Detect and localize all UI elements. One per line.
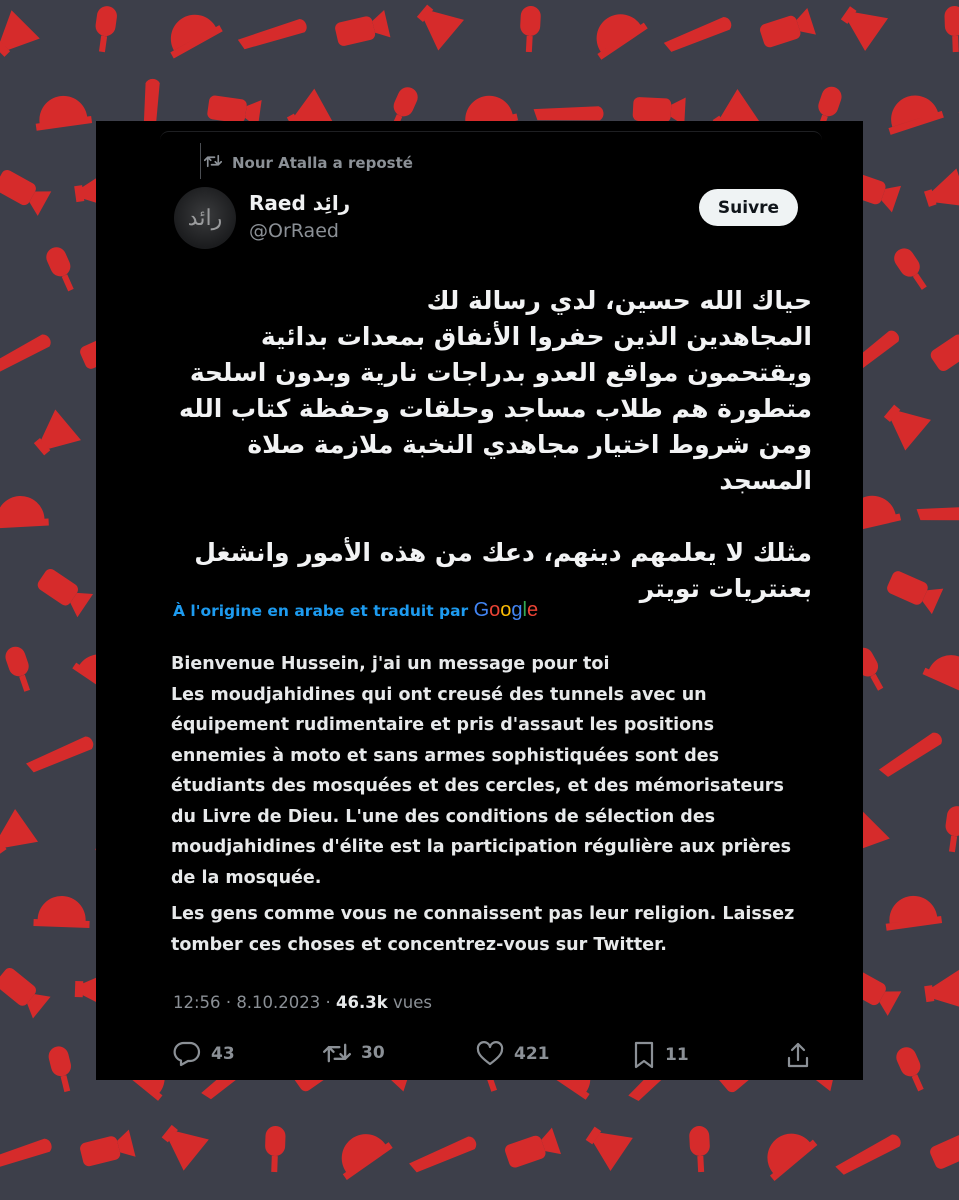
pattern-icon bbox=[944, 6, 959, 53]
pattern-icon bbox=[0, 964, 51, 1018]
reply-count: 43 bbox=[211, 1044, 235, 1064]
google-logo: Google bbox=[473, 599, 539, 621]
pattern-icon bbox=[34, 565, 93, 617]
translation-paragraph-2: Les gens comme vous ne connaissent pas leur religion. Laissez tomber ces choses et concentrez-vous sur Twitter. bbox=[171, 904, 795, 955]
meta-separator: · bbox=[325, 993, 331, 1012]
pattern-icon bbox=[78, 1130, 135, 1170]
share-icon bbox=[786, 1041, 810, 1069]
tweet-text-arabic bbox=[172, 283, 812, 607]
reply-icon bbox=[173, 1041, 201, 1067]
author-name[interactable]: Raed رائِد bbox=[249, 191, 351, 215]
tweet-date[interactable]: 8.10.2023 bbox=[236, 993, 321, 1012]
pattern-icon bbox=[893, 1044, 930, 1094]
arabic-paragraph-2: مثلك لا يعلمهم دينهم، دعك من هذه الأمور وانشغل بعنتريات تويتر bbox=[194, 538, 812, 603]
avatar[interactable] bbox=[174, 187, 236, 249]
pattern-icon bbox=[26, 410, 81, 465]
pattern-icon bbox=[755, 1121, 818, 1181]
tweet-text-translation bbox=[171, 649, 811, 960]
translation-link[interactable] bbox=[173, 599, 538, 622]
pattern-icon bbox=[235, 0, 309, 69]
retweet-button[interactable] bbox=[323, 1041, 385, 1065]
pattern-icon bbox=[0, 323, 52, 385]
heart-icon bbox=[476, 1041, 504, 1067]
pattern-icon bbox=[32, 92, 92, 130]
repost-indicator[interactable] bbox=[204, 149, 413, 177]
avatar-calligraphy: رائد bbox=[187, 205, 223, 231]
pattern-icon bbox=[3, 644, 37, 694]
pattern-icon bbox=[24, 721, 95, 787]
pattern-icon bbox=[700, 1196, 777, 1200]
tweet-card bbox=[96, 121, 863, 1080]
pattern-icon bbox=[92, 5, 118, 53]
pattern-icon bbox=[0, 495, 49, 529]
pattern-icon bbox=[878, 726, 943, 784]
tweet-meta bbox=[173, 993, 432, 1012]
retweet-icon bbox=[323, 1041, 351, 1065]
pattern-icon bbox=[333, 10, 390, 49]
pattern-icon bbox=[503, 1128, 561, 1171]
repost-text: Nour Atalla a reposté bbox=[232, 154, 413, 172]
translation-paragraph-1: Bienvenue Hussein, j'ai un message pour toi Les moudjahidines qui ont creusé des tunnels avec un équipement rudimentaire et pris d'assaut les positions ennemies à moto et sans armes sophistiquées sont des étudiants des mosquées et des cercles, et des mémorisateurs du Livre de Dieu. L'une des conditions de sélection des moudjahidines d'élite est la participation régulière aux prières de la mosquée. bbox=[171, 654, 792, 888]
like-button[interactable] bbox=[476, 1041, 550, 1067]
pattern-icon bbox=[920, 169, 959, 219]
pattern-icon bbox=[890, 245, 932, 294]
translation-label: À l'origine en arabe et traduit par bbox=[173, 602, 469, 620]
pattern-icon bbox=[876, 395, 931, 450]
pattern-icon bbox=[884, 567, 943, 614]
pattern-icon bbox=[159, 4, 223, 58]
pattern-icon bbox=[33, 895, 90, 928]
pattern-icon bbox=[927, 323, 959, 375]
meta-separator: · bbox=[225, 993, 232, 1012]
pattern-icon bbox=[881, 88, 944, 135]
pattern-icon bbox=[407, 1121, 478, 1187]
views-count: 46.3k bbox=[336, 993, 388, 1012]
pattern-icon bbox=[0, 10, 40, 65]
pattern-icon bbox=[662, 1, 734, 68]
pattern-icon bbox=[834, 1123, 902, 1185]
action-bar bbox=[173, 1041, 813, 1071]
pattern-icon bbox=[154, 1116, 209, 1171]
pattern-icon bbox=[689, 1126, 711, 1173]
tweet-time[interactable]: 12:56 bbox=[173, 993, 221, 1012]
pattern-icon bbox=[882, 892, 942, 930]
pattern-icon bbox=[409, 0, 464, 50]
bookmark-icon bbox=[633, 1041, 655, 1069]
pattern-icon bbox=[275, 1195, 352, 1200]
pattern-icon bbox=[923, 646, 959, 697]
pattern-icon bbox=[579, 1117, 633, 1171]
pattern-icon bbox=[927, 1126, 959, 1173]
pattern-icon bbox=[923, 969, 959, 1014]
bookmark-count: 11 bbox=[665, 1045, 689, 1065]
pattern-icon bbox=[0, 1120, 54, 1189]
follow-button[interactable]: Suivre bbox=[699, 189, 798, 226]
pattern-icon bbox=[0, 809, 38, 864]
pattern-icon bbox=[329, 1122, 393, 1180]
pattern-icon bbox=[519, 6, 541, 53]
pattern-icon bbox=[913, 475, 959, 551]
pattern-icon bbox=[264, 1126, 286, 1173]
pattern-icon bbox=[0, 166, 51, 216]
pattern-icon bbox=[758, 8, 816, 51]
share-button[interactable] bbox=[786, 1041, 810, 1069]
pattern-icon bbox=[43, 244, 80, 294]
author-handle[interactable]: @OrRaed bbox=[249, 220, 339, 242]
pattern-icon bbox=[834, 0, 888, 51]
pattern-icon bbox=[46, 1044, 77, 1093]
arabic-paragraph-1: حياك الله حسين، لدي رسالة لك المجاهدين الذين حفروا الأنفاق بمعدات بدائية ويقتحمون مواقع العدو بدراجات نارية وبدون اسلحة متطورة هم طلاب مساجد وحلقات وحفظة كتاب الله ومن شروط اختيار مجاهدي النخبة ملازمة صلاة المسجد bbox=[178, 286, 812, 495]
retweet-count: 30 bbox=[361, 1043, 385, 1063]
pattern-icon bbox=[955, 76, 959, 151]
bookmark-button[interactable] bbox=[633, 1041, 689, 1069]
reply-button[interactable] bbox=[173, 1041, 235, 1067]
views-label: vues bbox=[392, 993, 432, 1012]
pattern-icon bbox=[584, 3, 648, 60]
like-count: 421 bbox=[514, 1044, 550, 1064]
card-top-edge bbox=[160, 131, 822, 140]
thread-line bbox=[200, 143, 201, 179]
pattern-icon bbox=[942, 805, 959, 853]
repost-icon bbox=[204, 153, 222, 173]
